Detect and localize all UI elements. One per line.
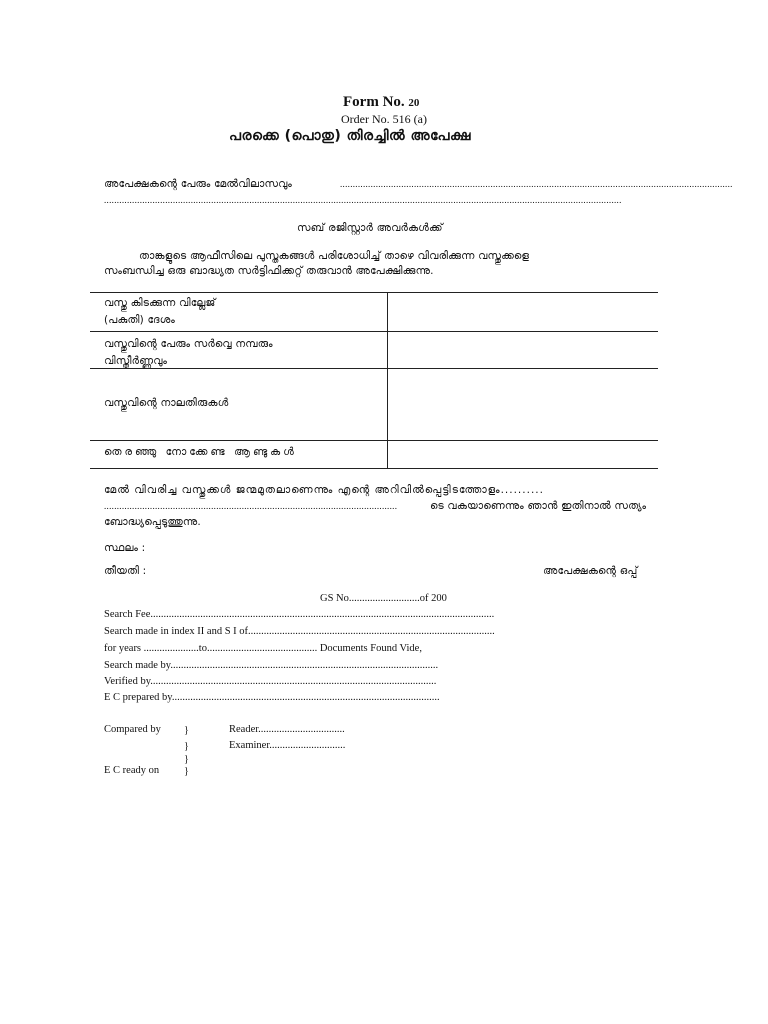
table-divider: [387, 292, 388, 468]
applicant-label: അപേക്ഷകന്റെ പേരും മേൽവിലാസവും: [104, 178, 292, 190]
table-row-boundaries-line1: വസ്തുവിന്റെ നാലതിരുകൾ: [104, 397, 229, 409]
verified-by: Verified by.............................................................................................................: [104, 676, 437, 687]
reader-field: Reader.................................: [229, 724, 345, 735]
search-made-by: Search made by......................................................................................................: [104, 660, 439, 671]
declaration-line-1: മേൽ വിവരിച്ച വസ്തുക്കൾ ജന്മമുതലാണെന്നും എന്റെ അറിവിൽപ്പെട്ടിടത്തോളം..........: [104, 484, 544, 496]
table-bottom-line: [90, 468, 658, 469]
examiner-field: Examiner.............................: [229, 740, 346, 751]
applicant-dots-2: ...........................................................................................................................................................................................................: [104, 195, 622, 205]
brace-4: }: [184, 766, 189, 777]
brace-3: }: [184, 754, 189, 765]
brace-2: }: [184, 741, 189, 752]
table-row-survey-line1: വസ്തുവിന്റെ പേരും സർവ്വെ നമ്പരും: [104, 338, 273, 350]
addressee: സബ് രജിസ്റ്റാർ അവർകൾക്ക്: [297, 222, 443, 234]
request-line-1: താങ്കളുടെ ആഫീസിലെ പുസ്തകങ്ങൾ പരിശോധിച്ച് താഴെ വിവരിക്കുന്ന വസ്തുക്കളെ: [139, 250, 530, 262]
request-line-2: സംബന്ധിച്ച ഒരു ബാദ്ധ്യത സർട്ടിഫിക്കറ്റ് തരുവാൻ അപേക്ഷിക്കുന്നു.: [104, 265, 434, 277]
table-row-survey-line2: വിസ്തീർണ്ണവും: [104, 355, 168, 367]
form-heading: പരക്കെ (പൊതു) തിരച്ചിൽ അപേക്ഷ: [229, 128, 471, 144]
form-title: [343, 94, 419, 111]
table-top-line: [90, 292, 658, 293]
gs-number: GS No...........................of 200: [320, 593, 447, 604]
form-title-text: Form No.: [343, 94, 409, 110]
brace-1: }: [184, 725, 189, 736]
declaration-line-3: ബോദ്ധ്യപ്പെടുത്തുന്നു.: [104, 516, 201, 528]
ec-ready-label: E C ready on: [104, 765, 160, 776]
order-number: Order No. 516 (a): [341, 112, 427, 126]
table-row-survey: [104, 336, 273, 370]
table-row-village-line1: വസ്തു കിടക്കുന്ന വില്ലേജ്: [104, 297, 216, 309]
table-row-years: [104, 444, 297, 461]
table-line-2: [90, 331, 658, 332]
declaration-line-2-dots: ...................................................................................................................: [104, 501, 398, 511]
date-label: തീയതി :: [104, 565, 147, 577]
place-label: സ്ഥലം :: [104, 542, 146, 554]
for-years: for years .....................to.......................................... Documents Found Vide,: [104, 643, 422, 654]
ec-prepared-by: E C prepared by......................................................................................................: [104, 692, 440, 703]
table-row-village: [104, 295, 216, 329]
table-line-4: [90, 440, 658, 441]
table-row-village-line2: (പകുതി) ദേശം: [104, 314, 175, 326]
search-index: Search made in index II and S I of..............................................................................................: [104, 626, 495, 637]
compared-by-label: Compared by: [104, 724, 161, 735]
declaration-line-2-text: ടെ വകയാണെന്നും ഞാൻ ഇതിനാൽ സത്യം: [430, 500, 647, 512]
search-fee: Search Fee...................................................................................................................................: [104, 609, 495, 620]
form-number: 20: [408, 97, 420, 109]
table-row-years-line1: തെരഞ്ഞു നോക്കേണ്ട ആണ്ടുകൾ: [104, 446, 297, 458]
signature-label: അപേക്ഷകന്റെ ഒപ്പ്: [543, 565, 638, 577]
table-row-boundaries: [104, 395, 228, 412]
applicant-dots-1: ..........................................................................................................................................................: [340, 179, 733, 189]
